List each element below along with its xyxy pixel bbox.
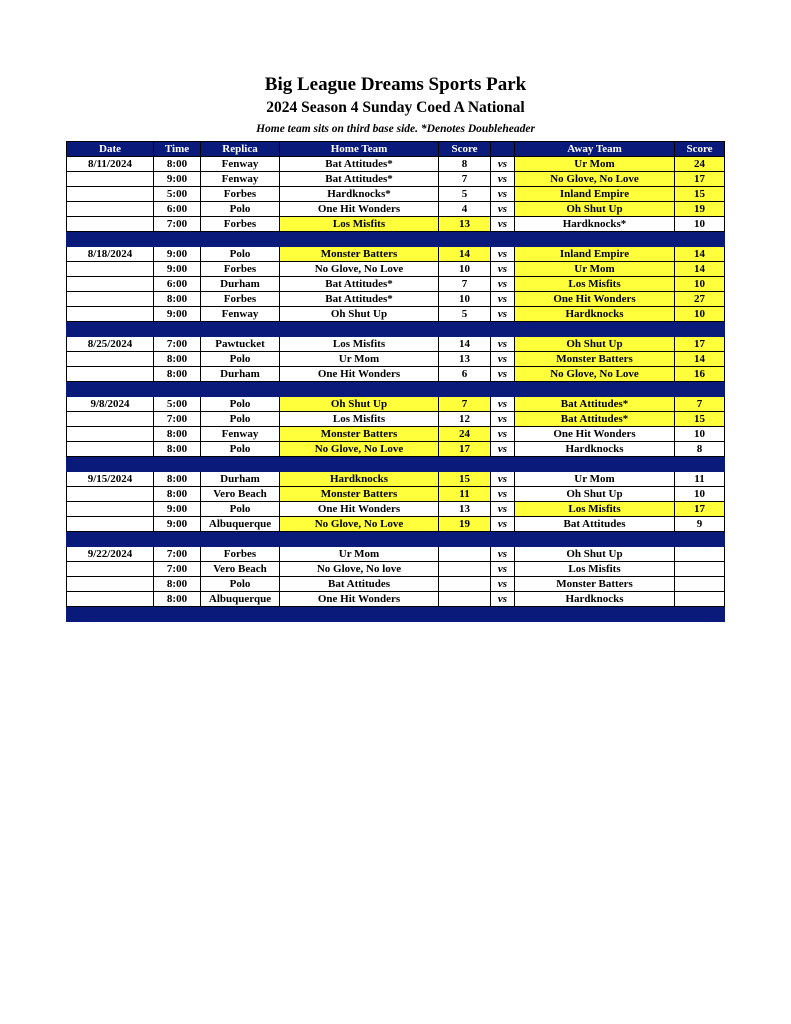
game-replica: Polo — [201, 442, 280, 457]
game-date — [67, 292, 154, 307]
away-score: 19 — [675, 202, 725, 217]
away-team: Hardknocks — [515, 307, 675, 322]
game-replica: Polo — [201, 412, 280, 427]
vs-label: vs — [491, 352, 515, 367]
vs-label: vs — [491, 292, 515, 307]
week-separator — [67, 607, 725, 622]
separator-cell — [67, 607, 154, 622]
home-team: Bat Attitudes* — [280, 157, 439, 172]
away-team: Oh Shut Up — [515, 337, 675, 352]
separator-cell — [439, 607, 491, 622]
table-row — [67, 172, 725, 187]
separator-cell — [675, 532, 725, 547]
away-team: Bat Attitudes* — [515, 412, 675, 427]
table-row — [67, 562, 725, 577]
away-score: 15 — [675, 412, 725, 427]
vs-label: vs — [491, 187, 515, 202]
game-replica: Forbes — [201, 187, 280, 202]
col-header-home-score: Score — [439, 142, 491, 157]
col-header-time: Time — [154, 142, 201, 157]
home-team: No Glove, No Love — [280, 442, 439, 457]
separator-cell — [67, 322, 154, 337]
separator-cell — [515, 457, 675, 472]
game-date — [67, 502, 154, 517]
away-team: Monster Batters — [515, 352, 675, 367]
home-score: 10 — [439, 292, 491, 307]
vs-label: vs — [491, 562, 515, 577]
game-replica: Vero Beach — [201, 562, 280, 577]
home-team: Monster Batters — [280, 487, 439, 502]
table-row — [67, 397, 725, 412]
game-time: 5:00 — [154, 187, 201, 202]
home-score — [439, 547, 491, 562]
vs-label: vs — [491, 277, 515, 292]
vs-label: vs — [491, 247, 515, 262]
page-title: Big League Dreams Sports Park — [264, 74, 527, 95]
table-row — [67, 442, 725, 457]
home-score: 13 — [439, 217, 491, 232]
away-score — [675, 577, 725, 592]
vs-label: vs — [491, 577, 515, 592]
page-subtitle: 2024 Season 4 Sunday Coed A National — [266, 99, 525, 116]
game-date: 9/15/2024 — [67, 472, 154, 487]
col-header-date: Date — [67, 142, 154, 157]
away-team: No Glove, No Love — [515, 367, 675, 382]
home-team: Ur Mom — [280, 352, 439, 367]
separator-cell — [154, 382, 201, 397]
home-score: 14 — [439, 337, 491, 352]
home-team: Bat Attitudes — [280, 577, 439, 592]
week-separator — [67, 532, 725, 547]
table-row — [67, 277, 725, 292]
vs-label: vs — [491, 412, 515, 427]
game-date — [67, 262, 154, 277]
away-score: 9 — [675, 517, 725, 532]
home-score: 12 — [439, 412, 491, 427]
away-team: Oh Shut Up — [515, 487, 675, 502]
table-row — [67, 337, 725, 352]
separator-cell — [439, 532, 491, 547]
away-score: 27 — [675, 292, 725, 307]
away-team: Oh Shut Up — [515, 202, 675, 217]
col-header-vs — [491, 142, 515, 157]
game-time: 8:00 — [154, 472, 201, 487]
game-date: 8/18/2024 — [67, 247, 154, 262]
home-team: Los Misfits — [280, 337, 439, 352]
vs-label: vs — [491, 397, 515, 412]
away-score: 17 — [675, 337, 725, 352]
header-row — [67, 142, 725, 157]
separator-cell — [491, 322, 515, 337]
table-row — [67, 187, 725, 202]
col-header-replica: Replica — [201, 142, 280, 157]
away-score: 24 — [675, 157, 725, 172]
home-team: Bat Attitudes* — [280, 172, 439, 187]
home-score: 5 — [439, 187, 491, 202]
week-separator — [67, 232, 725, 247]
home-score: 11 — [439, 487, 491, 502]
game-replica: Forbes — [201, 262, 280, 277]
separator-cell — [491, 457, 515, 472]
game-replica: Forbes — [201, 547, 280, 562]
table-row — [67, 352, 725, 367]
game-time: 9:00 — [154, 307, 201, 322]
table-row — [67, 217, 725, 232]
table-row — [67, 487, 725, 502]
away-score: 15 — [675, 187, 725, 202]
table-row — [67, 157, 725, 172]
separator-cell — [515, 322, 675, 337]
separator-cell — [201, 322, 280, 337]
game-time: 7:00 — [154, 412, 201, 427]
game-replica: Forbes — [201, 292, 280, 307]
separator-cell — [201, 382, 280, 397]
vs-label: vs — [491, 502, 515, 517]
page-note: Home team sits on third base side. *Denotes Doubleheader — [256, 123, 535, 135]
vs-label: vs — [491, 157, 515, 172]
separator-cell — [280, 457, 439, 472]
home-team: Oh Shut Up — [280, 307, 439, 322]
away-team: Los Misfits — [515, 562, 675, 577]
home-team: Monster Batters — [280, 247, 439, 262]
table-row — [67, 517, 725, 532]
game-time: 7:00 — [154, 217, 201, 232]
separator-cell — [67, 532, 154, 547]
vs-label: vs — [491, 217, 515, 232]
week-separator — [67, 322, 725, 337]
game-replica: Forbes — [201, 217, 280, 232]
away-team: Ur Mom — [515, 157, 675, 172]
game-date — [67, 217, 154, 232]
game-replica: Fenway — [201, 157, 280, 172]
home-team: No Glove, No Love — [280, 517, 439, 532]
separator-cell — [491, 532, 515, 547]
home-team: One Hit Wonders — [280, 502, 439, 517]
away-team: Inland Empire — [515, 247, 675, 262]
game-time: 9:00 — [154, 517, 201, 532]
away-team: Los Misfits — [515, 502, 675, 517]
home-score: 6 — [439, 367, 491, 382]
table-row — [67, 427, 725, 442]
vs-label: vs — [491, 547, 515, 562]
game-date: 9/22/2024 — [67, 547, 154, 562]
game-date — [67, 277, 154, 292]
game-time: 7:00 — [154, 337, 201, 352]
away-team: Inland Empire — [515, 187, 675, 202]
game-replica: Pawtucket — [201, 337, 280, 352]
game-replica: Durham — [201, 367, 280, 382]
separator-cell — [515, 382, 675, 397]
home-team: No Glove, No Love — [280, 262, 439, 277]
away-team: Hardknocks* — [515, 217, 675, 232]
game-date — [67, 427, 154, 442]
home-score: 19 — [439, 517, 491, 532]
game-date — [67, 592, 154, 607]
col-header-away-score: Score — [675, 142, 725, 157]
game-replica: Fenway — [201, 307, 280, 322]
separator-cell — [515, 232, 675, 247]
home-team: Oh Shut Up — [280, 397, 439, 412]
game-time: 7:00 — [154, 562, 201, 577]
game-date — [67, 307, 154, 322]
home-team: One Hit Wonders — [280, 367, 439, 382]
game-replica: Polo — [201, 352, 280, 367]
vs-label: vs — [491, 592, 515, 607]
game-replica: Albuquerque — [201, 592, 280, 607]
game-replica: Polo — [201, 502, 280, 517]
away-score: 17 — [675, 502, 725, 517]
home-score: 4 — [439, 202, 491, 217]
vs-label: vs — [491, 442, 515, 457]
game-replica: Fenway — [201, 172, 280, 187]
away-score: 8 — [675, 442, 725, 457]
schedule-table — [66, 141, 725, 622]
table-row — [67, 472, 725, 487]
game-date — [67, 172, 154, 187]
home-score: 17 — [439, 442, 491, 457]
game-time: 7:00 — [154, 547, 201, 562]
game-replica: Polo — [201, 202, 280, 217]
table-row — [67, 547, 725, 562]
separator-cell — [67, 457, 154, 472]
away-score: 10 — [675, 487, 725, 502]
table-row — [67, 577, 725, 592]
game-replica: Fenway — [201, 427, 280, 442]
game-time: 8:00 — [154, 487, 201, 502]
game-time: 9:00 — [154, 502, 201, 517]
col-header-away-team: Away Team — [515, 142, 675, 157]
separator-cell — [280, 232, 439, 247]
home-score: 5 — [439, 307, 491, 322]
away-score: 10 — [675, 277, 725, 292]
game-time: 8:00 — [154, 427, 201, 442]
separator-cell — [491, 607, 515, 622]
away-team: One Hit Wonders — [515, 292, 675, 307]
table-row — [67, 247, 725, 262]
separator-cell — [154, 322, 201, 337]
separator-cell — [201, 532, 280, 547]
away-team: Bat Attitudes* — [515, 397, 675, 412]
vs-label: vs — [491, 172, 515, 187]
away-score — [675, 562, 725, 577]
separator-cell — [491, 232, 515, 247]
separator-cell — [280, 607, 439, 622]
week-separator — [67, 457, 725, 472]
away-score: 7 — [675, 397, 725, 412]
separator-cell — [675, 382, 725, 397]
week-separator — [67, 382, 725, 397]
away-score: 14 — [675, 262, 725, 277]
away-score — [675, 592, 725, 607]
separator-cell — [439, 232, 491, 247]
game-time: 9:00 — [154, 247, 201, 262]
game-date — [67, 367, 154, 382]
table-row — [67, 367, 725, 382]
away-team: Monster Batters — [515, 577, 675, 592]
separator-cell — [280, 322, 439, 337]
separator-cell — [154, 532, 201, 547]
home-team: Ur Mom — [280, 547, 439, 562]
home-team: No Glove, No love — [280, 562, 439, 577]
game-date — [67, 202, 154, 217]
game-date — [67, 577, 154, 592]
separator-cell — [515, 532, 675, 547]
separator-cell — [154, 457, 201, 472]
vs-label: vs — [491, 337, 515, 352]
game-time: 8:00 — [154, 592, 201, 607]
game-replica: Vero Beach — [201, 487, 280, 502]
separator-cell — [201, 607, 280, 622]
away-team: Ur Mom — [515, 262, 675, 277]
away-score: 14 — [675, 247, 725, 262]
game-date — [67, 412, 154, 427]
home-team: Monster Batters — [280, 427, 439, 442]
away-team: One Hit Wonders — [515, 427, 675, 442]
game-time: 8:00 — [154, 157, 201, 172]
separator-cell — [201, 232, 280, 247]
table-row — [67, 292, 725, 307]
separator-cell — [154, 607, 201, 622]
separator-cell — [515, 607, 675, 622]
game-time: 8:00 — [154, 577, 201, 592]
away-team: Bat Attitudes — [515, 517, 675, 532]
away-team: Los Misfits — [515, 277, 675, 292]
home-score: 7 — [439, 397, 491, 412]
separator-cell — [675, 232, 725, 247]
game-date: 9/8/2024 — [67, 397, 154, 412]
separator-cell — [675, 322, 725, 337]
home-team: Hardknocks — [280, 472, 439, 487]
separator-cell — [439, 382, 491, 397]
game-date: 8/25/2024 — [67, 337, 154, 352]
separator-cell — [201, 457, 280, 472]
away-team: Ur Mom — [515, 472, 675, 487]
home-score: 13 — [439, 502, 491, 517]
table-row — [67, 202, 725, 217]
game-date — [67, 187, 154, 202]
game-replica: Durham — [201, 277, 280, 292]
home-team: One Hit Wonders — [280, 592, 439, 607]
away-team: Hardknocks — [515, 442, 675, 457]
game-date — [67, 517, 154, 532]
game-replica: Polo — [201, 397, 280, 412]
separator-cell — [67, 232, 154, 247]
away-team: Oh Shut Up — [515, 547, 675, 562]
separator-cell — [675, 607, 725, 622]
vs-label: vs — [491, 472, 515, 487]
home-team: One Hit Wonders — [280, 202, 439, 217]
game-time: 8:00 — [154, 442, 201, 457]
home-team: Hardknocks* — [280, 187, 439, 202]
home-team: Bat Attitudes* — [280, 277, 439, 292]
game-date: 8/11/2024 — [67, 157, 154, 172]
separator-cell — [280, 532, 439, 547]
home-score: 15 — [439, 472, 491, 487]
away-team: Hardknocks — [515, 592, 675, 607]
vs-label: vs — [491, 202, 515, 217]
separator-cell — [280, 382, 439, 397]
home-score: 8 — [439, 157, 491, 172]
away-score: 16 — [675, 367, 725, 382]
home-score: 13 — [439, 352, 491, 367]
home-team: Bat Attitudes* — [280, 292, 439, 307]
home-score: 7 — [439, 277, 491, 292]
home-score — [439, 562, 491, 577]
game-time: 8:00 — [154, 367, 201, 382]
vs-label: vs — [491, 307, 515, 322]
schedule-body — [67, 157, 725, 622]
table-row — [67, 307, 725, 322]
vs-label: vs — [491, 367, 515, 382]
away-score: 11 — [675, 472, 725, 487]
home-score: 10 — [439, 262, 491, 277]
table-row — [67, 592, 725, 607]
col-header-home-team: Home Team — [280, 142, 439, 157]
separator-cell — [67, 382, 154, 397]
separator-cell — [491, 382, 515, 397]
away-score: 14 — [675, 352, 725, 367]
vs-label: vs — [491, 487, 515, 502]
away-score: 10 — [675, 217, 725, 232]
home-score — [439, 592, 491, 607]
away-team: No Glove, No Love — [515, 172, 675, 187]
table-row — [67, 502, 725, 517]
game-date — [67, 487, 154, 502]
home-team: Los Misfits — [280, 217, 439, 232]
home-team: Los Misfits — [280, 412, 439, 427]
game-time: 8:00 — [154, 292, 201, 307]
game-time: 9:00 — [154, 262, 201, 277]
game-replica: Polo — [201, 577, 280, 592]
separator-cell — [439, 322, 491, 337]
vs-label: vs — [491, 517, 515, 532]
away-score: 10 — [675, 307, 725, 322]
game-replica: Albuquerque — [201, 517, 280, 532]
away-score — [675, 547, 725, 562]
away-score: 17 — [675, 172, 725, 187]
separator-cell — [154, 232, 201, 247]
vs-label: vs — [491, 427, 515, 442]
game-date — [67, 562, 154, 577]
separator-cell — [439, 457, 491, 472]
game-date — [67, 442, 154, 457]
game-time: 6:00 — [154, 277, 201, 292]
game-time: 8:00 — [154, 352, 201, 367]
game-replica: Polo — [201, 247, 280, 262]
home-score — [439, 577, 491, 592]
game-time: 9:00 — [154, 172, 201, 187]
home-score: 7 — [439, 172, 491, 187]
table-row — [67, 412, 725, 427]
table-row — [67, 262, 725, 277]
game-date — [67, 352, 154, 367]
game-time: 5:00 — [154, 397, 201, 412]
vs-label: vs — [491, 262, 515, 277]
home-score: 14 — [439, 247, 491, 262]
game-replica: Durham — [201, 472, 280, 487]
home-score: 24 — [439, 427, 491, 442]
away-score: 10 — [675, 427, 725, 442]
separator-cell — [675, 457, 725, 472]
game-time: 6:00 — [154, 202, 201, 217]
